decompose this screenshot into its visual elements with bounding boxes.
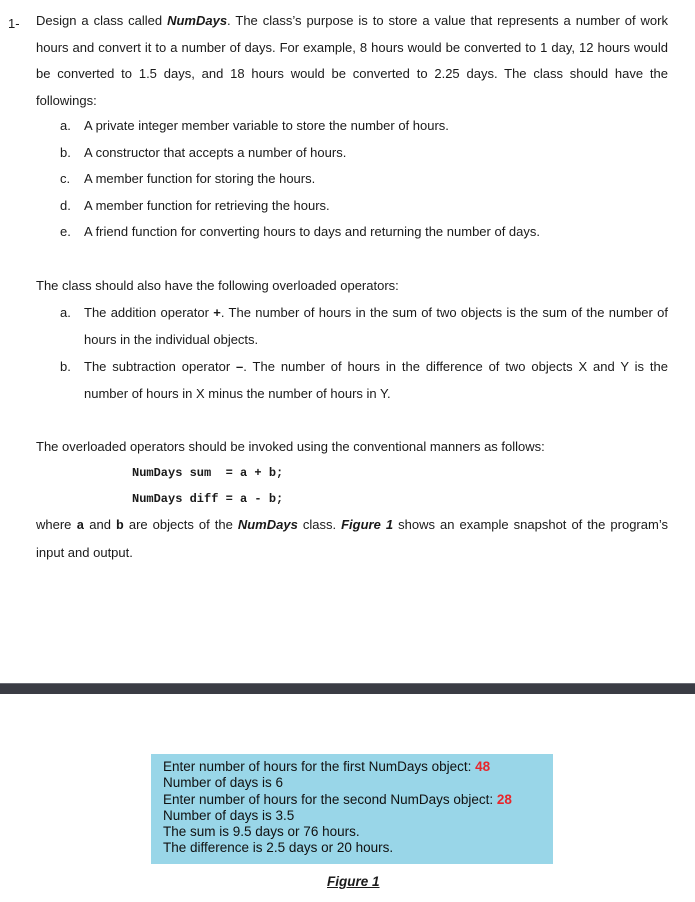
requirement-item: c. A member function for storing the hours. xyxy=(60,171,316,186)
figure-reference: Figure 1 xyxy=(341,517,394,532)
class-name: NumDays xyxy=(167,13,228,28)
user-input-value: 48 xyxy=(475,759,491,774)
console-line: Enter number of hours for the second NumDays object: 28 xyxy=(163,791,512,807)
requirement-item: d. A member function for retrieving the hours. xyxy=(60,198,330,213)
user-input-value: 28 xyxy=(496,791,512,807)
code-line: NumDays diff = a - b; xyxy=(132,492,284,506)
figure-caption: Figure 1 xyxy=(327,874,380,889)
console-line: Number of days is 6 xyxy=(163,775,284,791)
operator-item: a. The addition operator +. The number of hours in the sum of two objects is the sum of the number of hours in the individual objects. xyxy=(60,305,669,347)
question-intro: Design a class called NumDays. The class’s purpose is to store a value that represents a number of work hours and convert it to a number of days. For example, 8 hours would be converted to 1 day, 12 hours would be converted to 1.5 days, and 18 hours would be converted to 2.25 days. The class should have the followings: xyxy=(36,13,668,108)
code-line: NumDays sum = a + b; xyxy=(132,466,284,480)
operators-intro: The class should also have the following overloaded operators: xyxy=(36,278,399,293)
console-line: Number of days is 3.5 xyxy=(163,807,295,823)
requirement-item: b. A constructor that accepts a number of hours. xyxy=(60,145,347,160)
requirement-item: a. A private integer member variable to store the number of hours. xyxy=(60,118,449,133)
question-number: 1- xyxy=(8,16,20,31)
closing-paragraph: where a and b are objects of the NumDays class. Figure 1 shows an example snapshot of the program’s input and output. xyxy=(36,517,668,560)
console-line: Enter number of hours for the first NumDays object: 48 xyxy=(163,759,491,774)
requirement-item: e. A friend function for converting hours to days and returning the number of days. xyxy=(60,224,540,239)
console-line: The sum is 9.5 days or 76 hours. xyxy=(163,824,360,840)
invoke-intro: The overloaded operators should be invoked using the conventional manners as follows: xyxy=(36,439,545,454)
console-line: The difference is 2.5 days or 20 hours. xyxy=(163,840,394,856)
console-output xyxy=(151,754,553,864)
operator-item: b. The subtraction operator –. The number of hours in the difference of two objects X and Y is the number of hours in X minus the number of hours in Y. xyxy=(60,359,668,401)
page-divider xyxy=(0,683,695,694)
